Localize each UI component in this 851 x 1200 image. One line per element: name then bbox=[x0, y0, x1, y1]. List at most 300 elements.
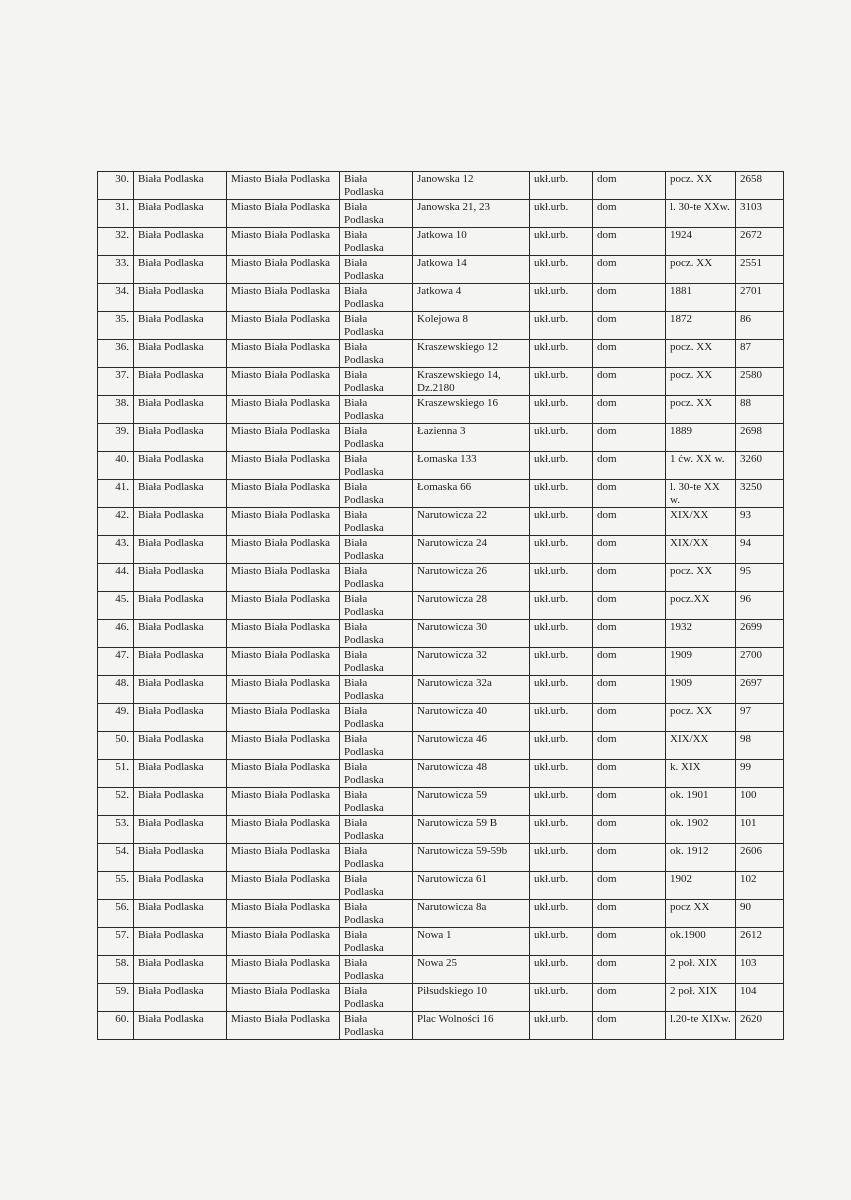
table-row bbox=[98, 508, 784, 536]
cell-commune: Miasto Biała Podlaska bbox=[227, 648, 340, 676]
table-row bbox=[98, 172, 784, 200]
table-row bbox=[98, 900, 784, 928]
cell-number: 55. bbox=[98, 872, 134, 900]
cell-address: Kraszewskiego 12 bbox=[413, 340, 530, 368]
cell-register-number: 102 bbox=[736, 872, 784, 900]
cell-number: 32. bbox=[98, 228, 134, 256]
cell-type: ukł.urb. bbox=[530, 648, 593, 676]
cell-commune: Miasto Biała Podlaska bbox=[227, 368, 340, 396]
cell-commune: Miasto Biała Podlaska bbox=[227, 508, 340, 536]
cell-address: Narutowicza 30 bbox=[413, 620, 530, 648]
cell-county: Biała Podlaska bbox=[134, 956, 227, 984]
cell-object: dom bbox=[593, 984, 666, 1012]
cell-dating: l.20-te XIXw. bbox=[666, 1012, 736, 1040]
cell-commune: Miasto Biała Podlaska bbox=[227, 704, 340, 732]
table-row bbox=[98, 760, 784, 788]
cell-number: 45. bbox=[98, 592, 134, 620]
table-row bbox=[98, 704, 784, 732]
cell-number: 60. bbox=[98, 1012, 134, 1040]
table-row bbox=[98, 956, 784, 984]
cell-locality: Biała Podlaska bbox=[340, 536, 413, 564]
table-row bbox=[98, 592, 784, 620]
cell-locality: Biała Podlaska bbox=[340, 424, 413, 452]
cell-number: 33. bbox=[98, 256, 134, 284]
cell-object: dom bbox=[593, 844, 666, 872]
cell-register-number: 2606 bbox=[736, 844, 784, 872]
cell-commune: Miasto Biała Podlaska bbox=[227, 760, 340, 788]
cell-commune: Miasto Biała Podlaska bbox=[227, 592, 340, 620]
cell-locality: Biała Podlaska bbox=[340, 788, 413, 816]
cell-locality: Biała Podlaska bbox=[340, 816, 413, 844]
cell-address: Łazienna 3 bbox=[413, 424, 530, 452]
cell-number: 57. bbox=[98, 928, 134, 956]
cell-object: dom bbox=[593, 452, 666, 480]
cell-type: ukł.urb. bbox=[530, 480, 593, 508]
cell-locality: Biała Podlaska bbox=[340, 592, 413, 620]
table-row bbox=[98, 984, 784, 1012]
cell-county: Biała Podlaska bbox=[134, 1012, 227, 1040]
cell-county: Biała Podlaska bbox=[134, 788, 227, 816]
cell-register-number: 2672 bbox=[736, 228, 784, 256]
cell-register-number: 93 bbox=[736, 508, 784, 536]
cell-commune: Miasto Biała Podlaska bbox=[227, 340, 340, 368]
cell-address: Narutowicza 61 bbox=[413, 872, 530, 900]
cell-locality: Biała Podlaska bbox=[340, 620, 413, 648]
table-row bbox=[98, 648, 784, 676]
cell-dating: k. XIX bbox=[666, 760, 736, 788]
cell-locality: Biała Podlaska bbox=[340, 676, 413, 704]
cell-register-number: 99 bbox=[736, 760, 784, 788]
cell-register-number: 94 bbox=[736, 536, 784, 564]
cell-type: ukł.urb. bbox=[530, 704, 593, 732]
cell-register-number: 2697 bbox=[736, 676, 784, 704]
cell-object: dom bbox=[593, 172, 666, 200]
cell-type: ukł.urb. bbox=[530, 928, 593, 956]
cell-commune: Miasto Biała Podlaska bbox=[227, 200, 340, 228]
cell-type: ukł.urb. bbox=[530, 452, 593, 480]
cell-county: Biała Podlaska bbox=[134, 424, 227, 452]
cell-county: Biała Podlaska bbox=[134, 480, 227, 508]
cell-type: ukł.urb. bbox=[530, 424, 593, 452]
cell-county: Biała Podlaska bbox=[134, 312, 227, 340]
cell-county: Biała Podlaska bbox=[134, 620, 227, 648]
cell-locality: Biała Podlaska bbox=[340, 480, 413, 508]
cell-commune: Miasto Biała Podlaska bbox=[227, 1012, 340, 1040]
table-row bbox=[98, 536, 784, 564]
cell-dating: pocz. XX bbox=[666, 340, 736, 368]
cell-address: Nowa 25 bbox=[413, 956, 530, 984]
cell-county: Biała Podlaska bbox=[134, 200, 227, 228]
cell-object: dom bbox=[593, 480, 666, 508]
table-row bbox=[98, 228, 784, 256]
cell-county: Biała Podlaska bbox=[134, 732, 227, 760]
cell-dating: 2 poł. XIX bbox=[666, 984, 736, 1012]
cell-register-number: 2620 bbox=[736, 1012, 784, 1040]
cell-commune: Miasto Biała Podlaska bbox=[227, 172, 340, 200]
cell-object: dom bbox=[593, 816, 666, 844]
table-row bbox=[98, 732, 784, 760]
cell-county: Biała Podlaska bbox=[134, 676, 227, 704]
cell-type: ukł.urb. bbox=[530, 676, 593, 704]
cell-number: 34. bbox=[98, 284, 134, 312]
cell-locality: Biała Podlaska bbox=[340, 172, 413, 200]
cell-dating: l. 30-te XX w. bbox=[666, 480, 736, 508]
cell-address: Kraszewskiego 14, Dz.2180 bbox=[413, 368, 530, 396]
monument-register-table bbox=[97, 171, 784, 1040]
cell-register-number: 87 bbox=[736, 340, 784, 368]
cell-number: 51. bbox=[98, 760, 134, 788]
cell-type: ukł.urb. bbox=[530, 284, 593, 312]
cell-type: ukł.urb. bbox=[530, 368, 593, 396]
cell-number: 59. bbox=[98, 984, 134, 1012]
cell-commune: Miasto Biała Podlaska bbox=[227, 732, 340, 760]
cell-address: Nowa 1 bbox=[413, 928, 530, 956]
cell-type: ukł.urb. bbox=[530, 564, 593, 592]
cell-commune: Miasto Biała Podlaska bbox=[227, 536, 340, 564]
cell-county: Biała Podlaska bbox=[134, 368, 227, 396]
cell-county: Biała Podlaska bbox=[134, 900, 227, 928]
cell-type: ukł.urb. bbox=[530, 172, 593, 200]
cell-object: dom bbox=[593, 676, 666, 704]
cell-object: dom bbox=[593, 928, 666, 956]
table-row bbox=[98, 872, 784, 900]
cell-object: dom bbox=[593, 312, 666, 340]
table-row bbox=[98, 844, 784, 872]
cell-register-number: 103 bbox=[736, 956, 784, 984]
cell-object: dom bbox=[593, 200, 666, 228]
cell-dating: pocz. XX bbox=[666, 172, 736, 200]
cell-address: Narutowicza 59 B bbox=[413, 816, 530, 844]
cell-register-number: 104 bbox=[736, 984, 784, 1012]
cell-locality: Biała Podlaska bbox=[340, 228, 413, 256]
cell-type: ukł.urb. bbox=[530, 984, 593, 1012]
cell-number: 36. bbox=[98, 340, 134, 368]
cell-object: dom bbox=[593, 508, 666, 536]
cell-locality: Biała Podlaska bbox=[340, 1012, 413, 1040]
cell-object: dom bbox=[593, 284, 666, 312]
cell-county: Biała Podlaska bbox=[134, 872, 227, 900]
cell-number: 53. bbox=[98, 816, 134, 844]
cell-address: Łomaska 133 bbox=[413, 452, 530, 480]
cell-type: ukł.urb. bbox=[530, 508, 593, 536]
cell-type: ukł.urb. bbox=[530, 844, 593, 872]
cell-dating: ok. 1912 bbox=[666, 844, 736, 872]
cell-dating: pocz. XX bbox=[666, 368, 736, 396]
cell-register-number: 2699 bbox=[736, 620, 784, 648]
cell-number: 56. bbox=[98, 900, 134, 928]
cell-address: Kraszewskiego 16 bbox=[413, 396, 530, 424]
cell-locality: Biała Podlaska bbox=[340, 256, 413, 284]
cell-dating: ok. 1901 bbox=[666, 788, 736, 816]
cell-locality: Biała Podlaska bbox=[340, 564, 413, 592]
table-row bbox=[98, 480, 784, 508]
cell-commune: Miasto Biała Podlaska bbox=[227, 480, 340, 508]
cell-type: ukł.urb. bbox=[530, 732, 593, 760]
cell-locality: Biała Podlaska bbox=[340, 452, 413, 480]
cell-number: 54. bbox=[98, 844, 134, 872]
cell-commune: Miasto Biała Podlaska bbox=[227, 676, 340, 704]
cell-number: 37. bbox=[98, 368, 134, 396]
cell-dating: ok. 1902 bbox=[666, 816, 736, 844]
cell-type: ukł.urb. bbox=[530, 536, 593, 564]
cell-number: 46. bbox=[98, 620, 134, 648]
cell-register-number: 97 bbox=[736, 704, 784, 732]
cell-commune: Miasto Biała Podlaska bbox=[227, 872, 340, 900]
table-row bbox=[98, 676, 784, 704]
cell-register-number: 2700 bbox=[736, 648, 784, 676]
cell-county: Biała Podlaska bbox=[134, 340, 227, 368]
cell-dating: XIX/XX bbox=[666, 508, 736, 536]
cell-type: ukł.urb. bbox=[530, 872, 593, 900]
table-row bbox=[98, 200, 784, 228]
cell-number: 47. bbox=[98, 648, 134, 676]
cell-address: Narutowicza 59 bbox=[413, 788, 530, 816]
cell-dating: pocz XX bbox=[666, 900, 736, 928]
cell-type: ukł.urb. bbox=[530, 900, 593, 928]
cell-number: 44. bbox=[98, 564, 134, 592]
cell-number: 42. bbox=[98, 508, 134, 536]
cell-dating: pocz. XX bbox=[666, 256, 736, 284]
cell-register-number: 2612 bbox=[736, 928, 784, 956]
cell-county: Biała Podlaska bbox=[134, 704, 227, 732]
cell-address: Jatkowa 10 bbox=[413, 228, 530, 256]
cell-address: Janowska 21, 23 bbox=[413, 200, 530, 228]
cell-commune: Miasto Biała Podlaska bbox=[227, 312, 340, 340]
cell-type: ukł.urb. bbox=[530, 396, 593, 424]
cell-dating: 1902 bbox=[666, 872, 736, 900]
cell-locality: Biała Podlaska bbox=[340, 928, 413, 956]
cell-county: Biała Podlaska bbox=[134, 816, 227, 844]
cell-commune: Miasto Biała Podlaska bbox=[227, 816, 340, 844]
cell-dating: pocz. XX bbox=[666, 564, 736, 592]
cell-type: ukł.urb. bbox=[530, 816, 593, 844]
cell-dating: XIX/XX bbox=[666, 732, 736, 760]
cell-address: Narutowicza 26 bbox=[413, 564, 530, 592]
cell-dating: 1 ćw. XX w. bbox=[666, 452, 736, 480]
cell-object: dom bbox=[593, 536, 666, 564]
table-row bbox=[98, 312, 784, 340]
cell-object: dom bbox=[593, 228, 666, 256]
cell-register-number: 101 bbox=[736, 816, 784, 844]
table-row bbox=[98, 256, 784, 284]
cell-dating: XIX/XX bbox=[666, 536, 736, 564]
cell-locality: Biała Podlaska bbox=[340, 760, 413, 788]
cell-commune: Miasto Biała Podlaska bbox=[227, 844, 340, 872]
cell-county: Biała Podlaska bbox=[134, 172, 227, 200]
cell-register-number: 2580 bbox=[736, 368, 784, 396]
cell-object: dom bbox=[593, 704, 666, 732]
cell-register-number: 3260 bbox=[736, 452, 784, 480]
cell-type: ukł.urb. bbox=[530, 200, 593, 228]
table-row bbox=[98, 564, 784, 592]
cell-number: 43. bbox=[98, 536, 134, 564]
cell-address: Narutowicza 40 bbox=[413, 704, 530, 732]
cell-address: Narutowicza 28 bbox=[413, 592, 530, 620]
cell-address: Jatkowa 14 bbox=[413, 256, 530, 284]
cell-commune: Miasto Biała Podlaska bbox=[227, 928, 340, 956]
cell-object: dom bbox=[593, 872, 666, 900]
cell-number: 30. bbox=[98, 172, 134, 200]
cell-type: ukł.urb. bbox=[530, 760, 593, 788]
table-row bbox=[98, 620, 784, 648]
cell-county: Biała Podlaska bbox=[134, 760, 227, 788]
cell-object: dom bbox=[593, 620, 666, 648]
cell-locality: Biała Podlaska bbox=[340, 508, 413, 536]
cell-object: dom bbox=[593, 956, 666, 984]
cell-object: dom bbox=[593, 256, 666, 284]
cell-dating: 1909 bbox=[666, 648, 736, 676]
cell-commune: Miasto Biała Podlaska bbox=[227, 564, 340, 592]
cell-type: ukł.urb. bbox=[530, 228, 593, 256]
cell-dating: pocz.XX bbox=[666, 592, 736, 620]
cell-county: Biała Podlaska bbox=[134, 648, 227, 676]
cell-commune: Miasto Biała Podlaska bbox=[227, 900, 340, 928]
cell-dating: 1881 bbox=[666, 284, 736, 312]
cell-county: Biała Podlaska bbox=[134, 844, 227, 872]
table-body bbox=[98, 172, 784, 1040]
cell-type: ukł.urb. bbox=[530, 788, 593, 816]
cell-county: Biała Podlaska bbox=[134, 508, 227, 536]
cell-locality: Biała Podlaska bbox=[340, 900, 413, 928]
cell-address: Piłsudskiego 10 bbox=[413, 984, 530, 1012]
cell-locality: Biała Podlaska bbox=[340, 956, 413, 984]
cell-register-number: 2551 bbox=[736, 256, 784, 284]
cell-object: dom bbox=[593, 788, 666, 816]
cell-number: 39. bbox=[98, 424, 134, 452]
table-row bbox=[98, 396, 784, 424]
cell-type: ukł.urb. bbox=[530, 1012, 593, 1040]
cell-commune: Miasto Biała Podlaska bbox=[227, 984, 340, 1012]
cell-dating: 1889 bbox=[666, 424, 736, 452]
cell-number: 49. bbox=[98, 704, 134, 732]
cell-register-number: 95 bbox=[736, 564, 784, 592]
cell-register-number: 90 bbox=[736, 900, 784, 928]
cell-object: dom bbox=[593, 648, 666, 676]
cell-dating: 2 poł. XIX bbox=[666, 956, 736, 984]
cell-number: 58. bbox=[98, 956, 134, 984]
cell-register-number: 3250 bbox=[736, 480, 784, 508]
cell-dating: 1932 bbox=[666, 620, 736, 648]
cell-object: dom bbox=[593, 900, 666, 928]
cell-register-number: 2701 bbox=[736, 284, 784, 312]
cell-commune: Miasto Biała Podlaska bbox=[227, 620, 340, 648]
cell-locality: Biała Podlaska bbox=[340, 732, 413, 760]
cell-address: Narutowicza 8a bbox=[413, 900, 530, 928]
table-row bbox=[98, 452, 784, 480]
cell-commune: Miasto Biała Podlaska bbox=[227, 284, 340, 312]
cell-locality: Biała Podlaska bbox=[340, 368, 413, 396]
cell-register-number: 2658 bbox=[736, 172, 784, 200]
cell-commune: Miasto Biała Podlaska bbox=[227, 956, 340, 984]
cell-county: Biała Podlaska bbox=[134, 228, 227, 256]
cell-locality: Biała Podlaska bbox=[340, 200, 413, 228]
cell-object: dom bbox=[593, 368, 666, 396]
cell-dating: 1872 bbox=[666, 312, 736, 340]
cell-commune: Miasto Biała Podlaska bbox=[227, 424, 340, 452]
cell-commune: Miasto Biała Podlaska bbox=[227, 396, 340, 424]
cell-object: dom bbox=[593, 732, 666, 760]
cell-number: 50. bbox=[98, 732, 134, 760]
cell-number: 40. bbox=[98, 452, 134, 480]
cell-dating: pocz. XX bbox=[666, 704, 736, 732]
cell-county: Biała Podlaska bbox=[134, 564, 227, 592]
cell-address: Jatkowa 4 bbox=[413, 284, 530, 312]
cell-dating: 1924 bbox=[666, 228, 736, 256]
cell-commune: Miasto Biała Podlaska bbox=[227, 452, 340, 480]
cell-locality: Biała Podlaska bbox=[340, 704, 413, 732]
cell-number: 48. bbox=[98, 676, 134, 704]
cell-address: Narutowicza 48 bbox=[413, 760, 530, 788]
table-row bbox=[98, 1012, 784, 1040]
cell-register-number: 88 bbox=[736, 396, 784, 424]
cell-county: Biała Podlaska bbox=[134, 452, 227, 480]
cell-address: Narutowicza 22 bbox=[413, 508, 530, 536]
cell-dating: 1909 bbox=[666, 676, 736, 704]
cell-locality: Biała Podlaska bbox=[340, 396, 413, 424]
cell-address: Kolejowa 8 bbox=[413, 312, 530, 340]
cell-commune: Miasto Biała Podlaska bbox=[227, 256, 340, 284]
cell-object: dom bbox=[593, 592, 666, 620]
cell-register-number: 100 bbox=[736, 788, 784, 816]
cell-number: 35. bbox=[98, 312, 134, 340]
cell-object: dom bbox=[593, 1012, 666, 1040]
cell-county: Biała Podlaska bbox=[134, 256, 227, 284]
cell-object: dom bbox=[593, 760, 666, 788]
cell-register-number: 3103 bbox=[736, 200, 784, 228]
cell-county: Biała Podlaska bbox=[134, 928, 227, 956]
cell-object: dom bbox=[593, 564, 666, 592]
cell-locality: Biała Podlaska bbox=[340, 984, 413, 1012]
cell-object: dom bbox=[593, 340, 666, 368]
cell-locality: Biała Podlaska bbox=[340, 340, 413, 368]
cell-county: Biała Podlaska bbox=[134, 984, 227, 1012]
cell-dating: pocz. XX bbox=[666, 396, 736, 424]
cell-address: Narutowicza 32 bbox=[413, 648, 530, 676]
cell-dating: l. 30-te XXw. bbox=[666, 200, 736, 228]
cell-address: Narutowicza 59-59b bbox=[413, 844, 530, 872]
cell-locality: Biała Podlaska bbox=[340, 844, 413, 872]
cell-locality: Biała Podlaska bbox=[340, 872, 413, 900]
cell-locality: Biała Podlaska bbox=[340, 312, 413, 340]
cell-number: 52. bbox=[98, 788, 134, 816]
cell-county: Biała Podlaska bbox=[134, 592, 227, 620]
cell-number: 38. bbox=[98, 396, 134, 424]
cell-commune: Miasto Biała Podlaska bbox=[227, 788, 340, 816]
cell-type: ukł.urb. bbox=[530, 256, 593, 284]
cell-object: dom bbox=[593, 396, 666, 424]
cell-address: Narutowicza 24 bbox=[413, 536, 530, 564]
cell-register-number: 98 bbox=[736, 732, 784, 760]
cell-register-number: 96 bbox=[736, 592, 784, 620]
cell-type: ukł.urb. bbox=[530, 592, 593, 620]
cell-address: Narutowicza 32a bbox=[413, 676, 530, 704]
table-row bbox=[98, 284, 784, 312]
cell-register-number: 86 bbox=[736, 312, 784, 340]
cell-county: Biała Podlaska bbox=[134, 536, 227, 564]
cell-address: Plac Wolności 16 bbox=[413, 1012, 530, 1040]
cell-commune: Miasto Biała Podlaska bbox=[227, 228, 340, 256]
cell-address: Łomaska 66 bbox=[413, 480, 530, 508]
cell-register-number: 2698 bbox=[736, 424, 784, 452]
table-row bbox=[98, 816, 784, 844]
cell-locality: Biała Podlaska bbox=[340, 284, 413, 312]
cell-county: Biała Podlaska bbox=[134, 284, 227, 312]
cell-type: ukł.urb. bbox=[530, 956, 593, 984]
table-row bbox=[98, 928, 784, 956]
table-row bbox=[98, 424, 784, 452]
table-row bbox=[98, 368, 784, 396]
cell-type: ukł.urb. bbox=[530, 312, 593, 340]
